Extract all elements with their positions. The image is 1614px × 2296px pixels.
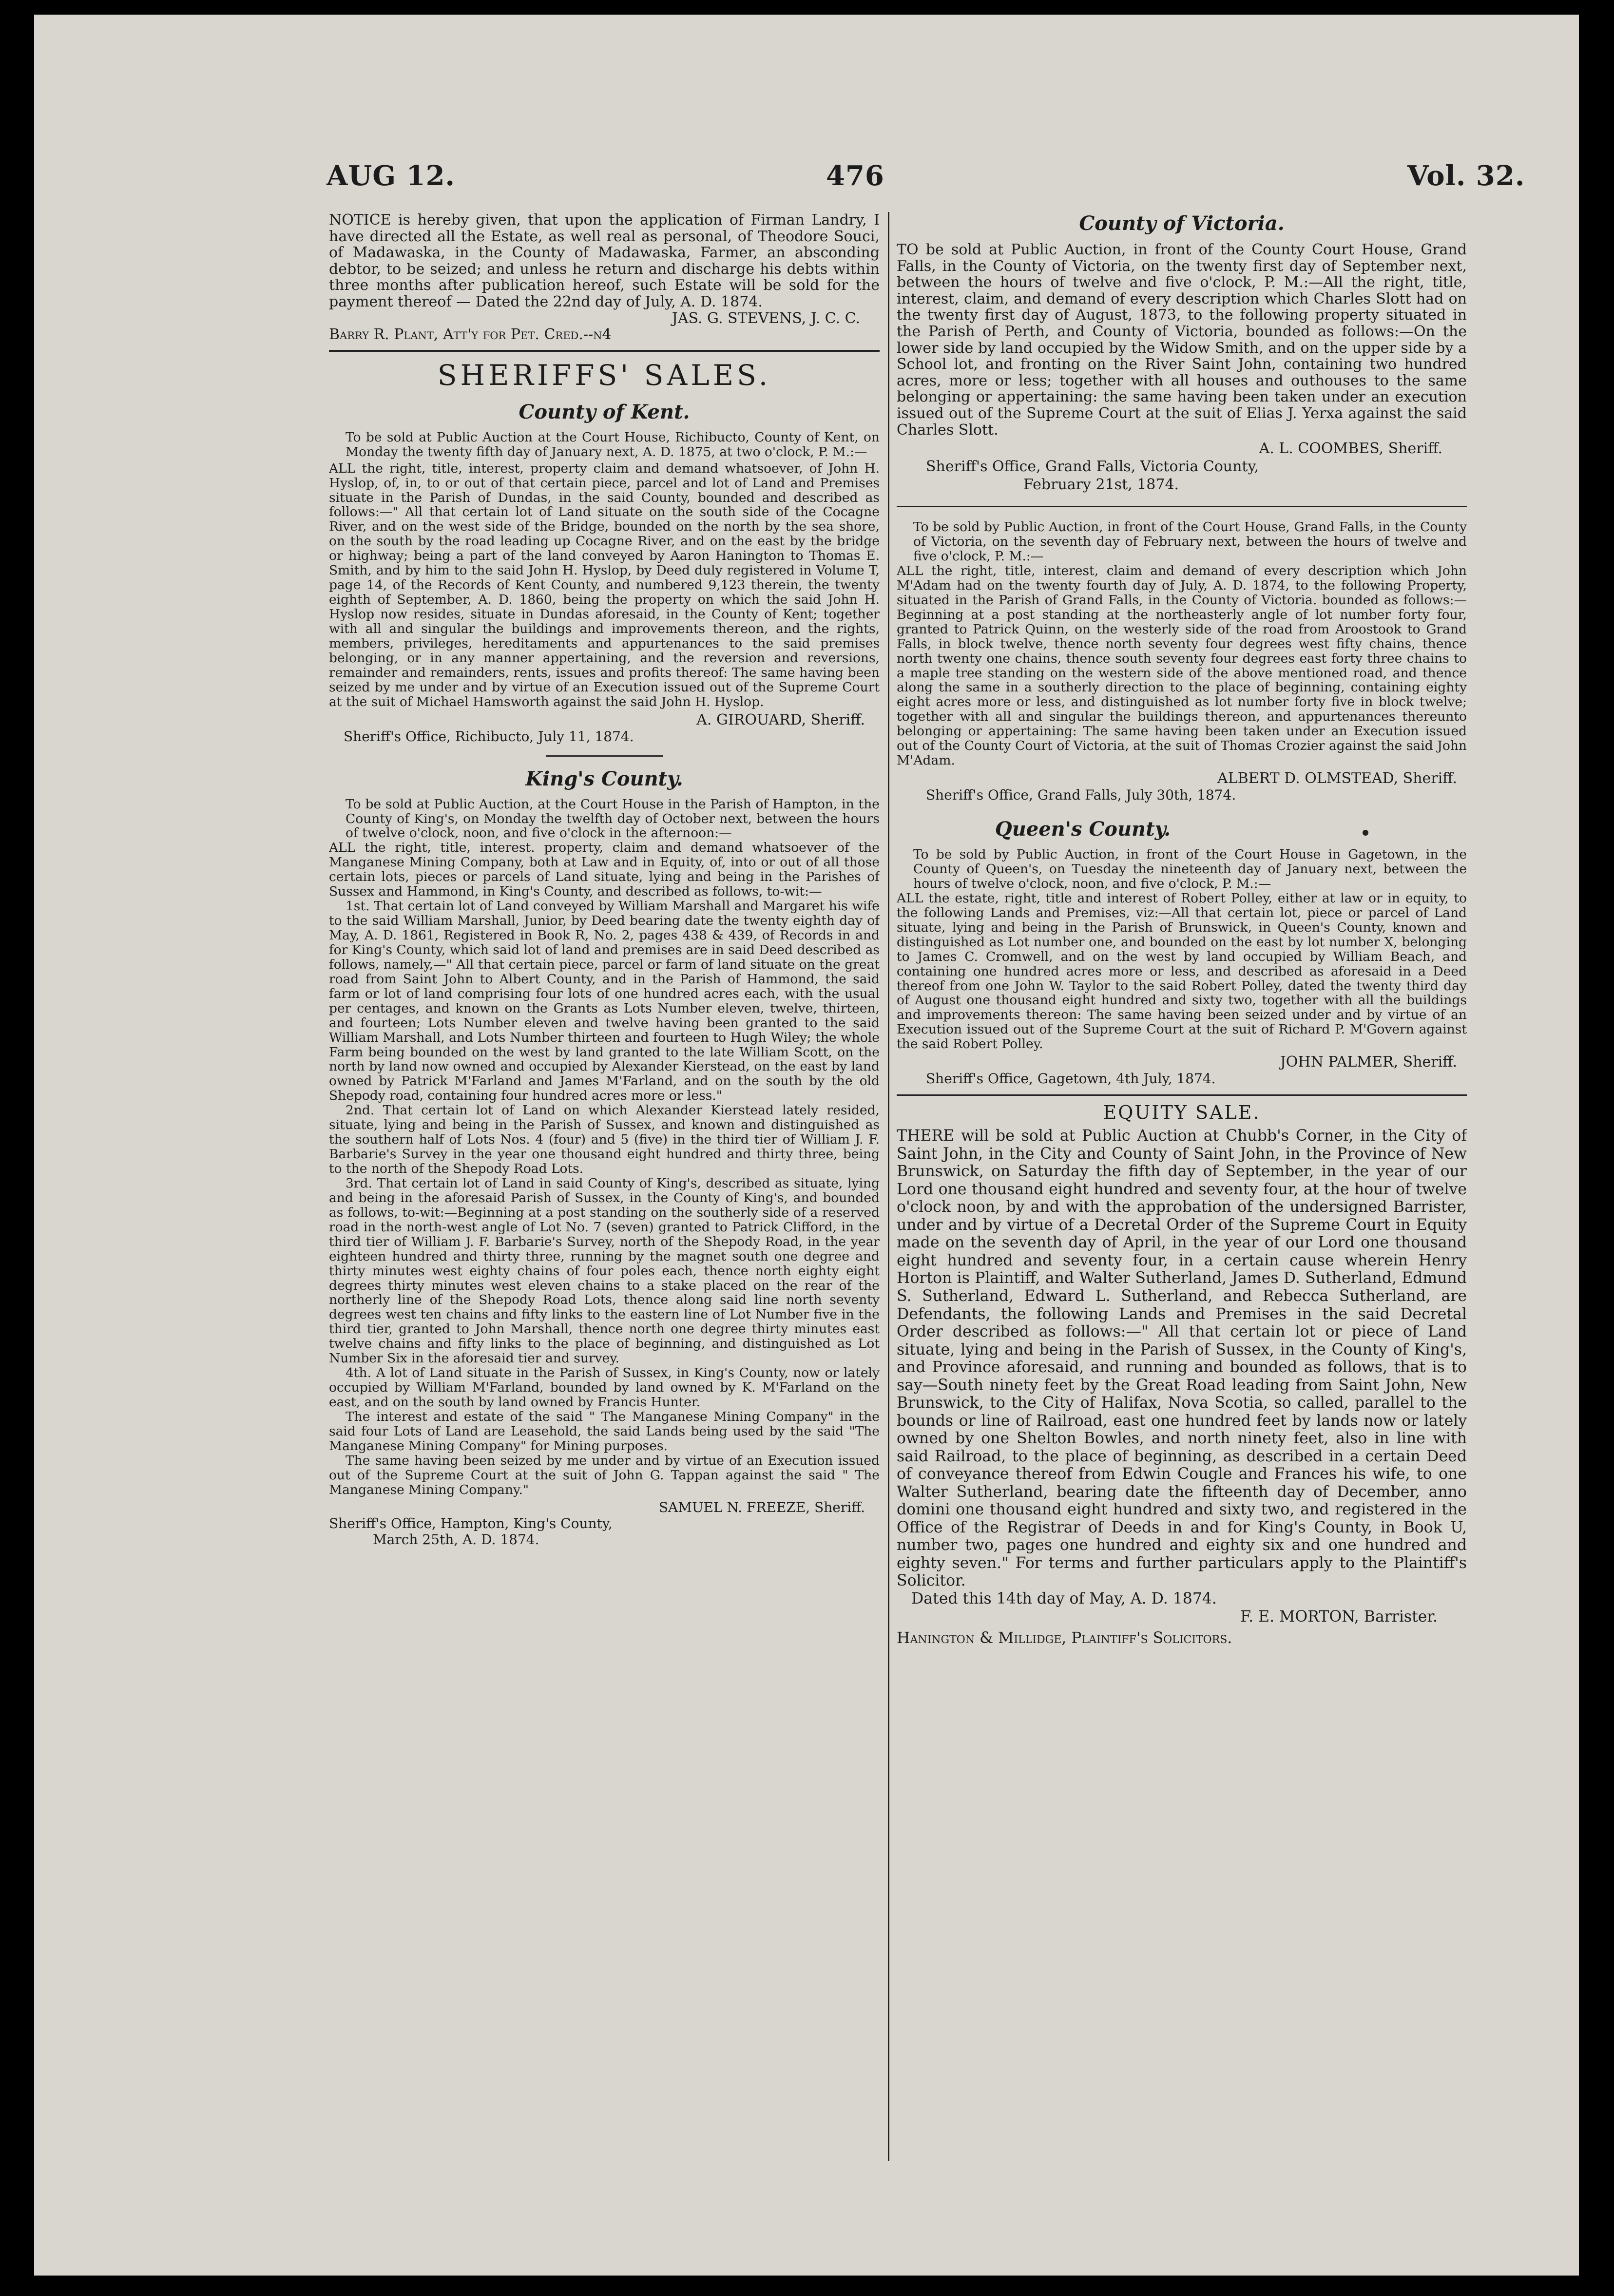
equity-sale-title: EQUITY SALE.: [1103, 1102, 1261, 1124]
page-number: 476: [826, 160, 884, 192]
equity-sale-notice: [897, 1102, 1467, 1647]
short-rule: [546, 755, 663, 757]
kings-office-date: March 25th, A. D. 1874.: [373, 1531, 539, 1548]
kent-signature: A. GIROUARD, Sheriff.: [696, 711, 865, 728]
kings-lot-1: 1st. That certain lot of Land conveyed by William Marshall and Margaret his wife to the said William Marshall, Junior, by Deed bearing date the twenty eighth day of May, A. D. 1861, Registered in Book R, No. 2, pages 438 & 439, of Records in and for King's County, which said lot of land and premises are in said Deed described as follows, namely,—" All that certain piece, parcel or farm of land situate on the great road from Saint John to Albert County, and in the Parish of Hammond, the said farm or lot of land comprising four lots of one hundred acres each, with the usual per centages, and known on the Grants as Lots Number eleven, twelve, thirteen, and fourteen; Lots Number eleven and twelve having been granted to the said William Marshall, and Lots Number thirteen and fourteen to Hugh Wiley; the whole Farm being bounded on the west by land granted to the late William Scott, on the north by land now owned and occupied by Alexander Kierstead, on the east by land owned by Patrick M'Farland and James M'Farland, and on the south by the old Shepody road, containing four hundred acres more or less.": [329, 899, 880, 1104]
queens-heading-text: Queen's County.: [995, 818, 1171, 841]
victoria-notice-1: [897, 212, 1467, 493]
column-divider: [888, 212, 889, 2161]
equity-dated: Dated this 14th day of May, A. D. 1874.: [911, 1590, 1217, 1607]
right-column: [897, 212, 1467, 1647]
queens-heading: [897, 818, 1467, 841]
kings-lot-3: 3rd. That certain lot of Land in said County of King's, described as situate, lying and being in the aforesaid Parish of Sussex, in the County of King's, and bounded as follows, to-wit:—Beginning at a post standing on the southerly side of a reserved road in the north-west angle of Lot No. 7 (seven) granted to Patrick Clifford, in the third tier of William J. F. Barbarie's Survey, north of the Shepody Road, in the year eighteen hundred and thirty three, running by the magnet south one degree and thirty minutes west eighty chains of four poles each, thence north eighty eight degrees thirty minutes west eleven chains to a stake placed on the rear of the northerly line of the Shepody Road Lots, thence along said line north seventy degrees west ten chains and fifty links to the eastern line of Lot Number five in the third tier, granted to John Marshall, thence north one degree thirty minutes east twelve chains and fifty links to the place of beginning, and distinguished as Lot Number Six in the aforesaid tier and survey.: [329, 1175, 880, 1366]
kent-heading: County of Kent.: [519, 400, 690, 423]
notice-body: NOTICE is hereby given, that upon the application of Firman Landry, I have directed all the Estate, as well real as personal, of Theodore Souci, of Madawaska, in the County of Madawaska, Farmer, an absconding debtor, to be seized; and unless he return and discharge his debts within three months after publication hereof, such Estate will be sold for the payment thereof — Dated the 22nd day of July, A. D. 1874.: [329, 212, 880, 310]
victoria-office-2: Sheriff's Office, Grand Falls, July 30th, 1874.: [926, 787, 1236, 804]
kings-signature: SAMUEL N. FREEZE, Sheriff.: [658, 1499, 865, 1515]
equity-body: THERE will be sold at Public Auction at Chubb's Corner, in the City of Saint John, in the City and County of Saint John, in the Province of New Brunswick, on Saturday the fifth day of September, in the year of our Lord one thousand eight hundred and seventy four, at the hour of twelve o'clock noon, by and with the approbation of the undersigned Barrister, under and by virtue of a Decretal Order of the Supreme Court in Equity made on the seventh day of April, in the year of our Lord one thousand eight hundred and seventy four, in a certain cause wherein Henry Horton is Plaintiff, and Walter Sutherland, James D. Sutherland, Edmund S. Sutherland, Edward L. Sutherland, and Rebecca Sutherland, are Defendants, the following Lands and Premises in the said Decretal Order described as follows:—" All that certain lot or piece of Land situate, lying and being in the Parish of Sussex, in the County of King's, and Province aforesaid, and running and bounded as follows, that is to say—South ninety feet by the Great Road leading from Saint John, New Brunswick, to the City of Halifax, Nova Scotia, so called, parallel to the bounds or line of Railroad, east one hundred feet by lands now or lately owned by one Shelton Bowles, and north ninety feet, also in line with said Railroad, to the place of beginning, as described in a certain Deed of conveyance thereof from Edwin Cougle and Frances his wife, to one Walter Sutherland, bearing date the fifteenth day of December, anno domini one thousand eight hundred and sixty two, and registered in the Office of the Registrar of Deeds in and for King's County, in Book U, number two, pages one hundred and eighty six and one hundred and eighty seven." For terms and further particulars apply to the Plaintiff's Solicitor.: [897, 1127, 1467, 1590]
section-rule: [897, 1094, 1467, 1096]
kent-intro: To be sold at Public Auction at the Court House, Richibucto, County of Kent, on Monday the twenty fifth day of January next, A. D. 1875, at two o'clock, P. M.:—: [346, 429, 880, 459]
kings-seizure: The same having been seized by me under and by virtue of an Execution issued out of the Supreme Court at the suit of John G. Tappan against the said " The Manganese Mining Company.": [329, 1453, 880, 1497]
victoria-body-2: ALL the right, title, interest, claim and demand of every description which John M'Adam had on the twenty fourth day of July, A. D. 1874, to the following Property, situated in the Parish of Grand Falls, in the County of Victoria. bounded as follows:—Beginning at a post standing at the northeasterly angle of lot number forty four, granted to Patrick Quinn, on the westerly side of the road from Aroostook to Grand Falls, in block twelve, thence north seventy four degrees west fifty chains, thence north twenty one chains, thence south seventy four degrees east forty three chains to a maple tree standing on the western side of the above mentioned road, and thence along the same in a southerly direction to the place of beginning, containing eighty eight acres more or less, and distinguished as lot number forty five in block twelve; together with all and singular the buildings thereon, and appurtenances thereunto belonging or appertaining: The same having been taken under an Execution issued out of the County Court of Victoria, at the suit of Thomas Crozier against the said John M'Adam.: [897, 563, 1467, 768]
notice-attorney: Barry R. Plant, Att'y for Pet. Cred.--n4: [329, 326, 612, 344]
absconding-debtor-notice: [329, 212, 880, 343]
kings-leasehold: The interest and estate of the said " The Manganese Mining Company" in the said four Lots of Land are Leasehold, the said Lands being used by the said "The Manganese Mining Company" for Mining purposes.: [329, 1409, 880, 1454]
newspaper-page: [34, 15, 1579, 2276]
section-rule: [897, 506, 1467, 507]
volume-number: Vol. 32.: [1407, 160, 1525, 192]
kent-office: Sheriff's Office, Richibucto, July 11, 1874.: [344, 728, 634, 745]
victoria-intro-2: To be sold by Public Auction, in front of the Court House, Grand Falls, in the County of Victoria, on the seventh day of February next, between the hours of twelve and five o'clock, P. M.:—: [913, 519, 1467, 564]
kings-intro: To be sold at Public Auction, at the Court House in the Parish of Hampton, in the County of King's, on Monday the twelfth day of October next, between the hours of twelve o'clock, noon, and five o'clock in the afternoon:—: [346, 796, 880, 841]
kings-lot-4: 4th. A lot of Land situate in the Parish of Sussex, in King's County, now or lately occupied by William M'Farland, bounded by land owned by K. M'Farland on the east, and on the south by land owned by Francis Hunter.: [329, 1365, 880, 1410]
notice-signature: JAS. G. STEVENS, J. C. C.: [672, 309, 860, 327]
kent-body: ALL the right, title, interest, property claim and demand whatsoever, of John H. Hyslop, of, in, to or out of that certain piece, parcel and lot of Land and Premises situate in the Parish of Dundas, in the said County, bounded and described as follows:—" All that certain lot of Land situate on the south side of the Cocagne River, and on the west side of the Bridge, bounded on the north by the sea shore, on the south by the road leading up Cocagne River, and on the east by the bridge or highway; being a part of the land conveyed by Aaron Hanington to Thomas E. Smith, and by him to the said John H. Hyslop, by Deed duly registered in Volume T, page 14, of the Records of Kent County, and numbered 9,123 therein, the twenty eighth of September, A. D. 1860, being the property on which the said John H. Hyslop now resides, situate in Dundas aforesaid, in the County of Kent; together with all and singular the buildings and improvements thereon, and the rights, members, privileges, hereditaments and appurtenances to the said premises belonging, or in any manner appertaining, and the reversion and reversions, remainder and remainders, rents, issues and profits thereof: The same having been seized by me under and by virtue of an Execution issued out of the Supreme Court at the suit of Michael Hamsworth against the said John H. Hyslop.: [329, 460, 880, 709]
victoria-signature-2: ALBERT D. OLMSTEAD, Sheriff.: [1217, 770, 1457, 787]
queens-signature: JOHN PALMER, Sheriff.: [1280, 1053, 1457, 1071]
kings-heading: King's County.: [525, 767, 683, 790]
equity-signature: F. E. MORTON, Barrister.: [1240, 1607, 1438, 1626]
kent-notice: [329, 401, 880, 745]
queens-intro: To be sold by Public Auction, in front of the Court House in Gagetown, in the County of Queen's, on Tuesday the nineteenth day of January next, between the hours of twelve o'clock, noon, and five o'clock, P. M.:—: [913, 847, 1467, 891]
victoria-notice-2: [897, 520, 1467, 803]
issue-date: AUG 12.: [327, 160, 456, 192]
kings-notice: [329, 767, 880, 1548]
victoria-signature: A. L. COOMBES, Sheriff.: [1259, 440, 1442, 458]
victoria-office-date: February 21st, 1874.: [1023, 476, 1179, 494]
kings-body: ALL the right, title, interest. property, claim and demand whatsoever of the Manganese Mining Company, both at Law and in Equity, of, into or out of all those certain lots, pieces or parcels of Land situate, lying and being in the Parishes of Sussex and Hammond, in King's County, and described as follows, to-wit:—: [329, 840, 880, 899]
sheriffs-sales-title: SHERIFFS' SALES.: [437, 358, 771, 392]
victoria-office: Sheriff's Office, Grand Falls, Victoria County,: [926, 458, 1259, 476]
victoria-body: TO be sold at Public Auction, in front of the County Court House, Grand Falls, in the County of Victoria, on the twenty first day of September next, between the hours of twelve and five o'clock, P. M.:—All the right, title, interest, claim, and demand of every description which Charles Slott had on the twenty first day of August, 1873, to the following property situated in the Parish of Perth, and County of Victoria, bounded as follows:—On the lower side by land occupied by the Widow Smith, and on the upper side by a School lot, and fronting on the River Saint John, containing two hundred acres, more or less; together with all houses and outhouses to the same belonging or appertaining: the same having been taken under an execution issued out of the Supreme Court at the suit of Elias J. Yerxa against the said Charles Slott.: [897, 241, 1467, 439]
queens-notice: [897, 818, 1467, 1087]
kings-office: Sheriff's Office, Hampton, King's County,: [329, 1515, 613, 1531]
queens-office: Sheriff's Office, Gagetown, 4th July, 1874.: [926, 1071, 1216, 1087]
equity-solicitors: Hanington & Millidge, Plaintiff's Solicitors.: [897, 1629, 1232, 1647]
kings-lot-2: 2nd. That certain lot of Land on which Alexander Kierstead lately resided, situate, lying and being in the Parish of Sussex, and known and distinguished as the southern half of Lots Nos. 4 (four) and 5 (five) in the third tier of William J. F. Barbarie's Survey in the year one thousand eight hundred and thirty three, being to the north of the Shepody Road Lots.: [329, 1103, 880, 1176]
queens-body: ALL the estate, right, title and interest of Robert Polley, either at law or in equity, to the following Lands and Premises, viz:—All that certain lot, piece or parcel of Land situate, lying and being in the Parish of Brunswick, in Queen's County, known and distinguished as Lot number one, and bounded on the east by lot number X, belonging to James C. Cromwell, and on the west by land occupied by William Beach, and containing one hundred acres more or less, and described as aforesaid in a Deed thereof from one John W. Taylor to the said Robert Polley, dated the twenty third day of August one thousand eight hundred and sixty two, together with all the buildings and improvements thereon: The same having been seized under and by virtue of an Execution issued out of the Supreme Court at the suit of Richard P. M'Govern against the said Robert Polley.: [897, 890, 1467, 1052]
section-rule: [329, 350, 880, 352]
victoria-heading: County of Victoria.: [1079, 212, 1285, 235]
ink-dot: [1363, 830, 1368, 836]
left-column: [329, 212, 880, 1548]
